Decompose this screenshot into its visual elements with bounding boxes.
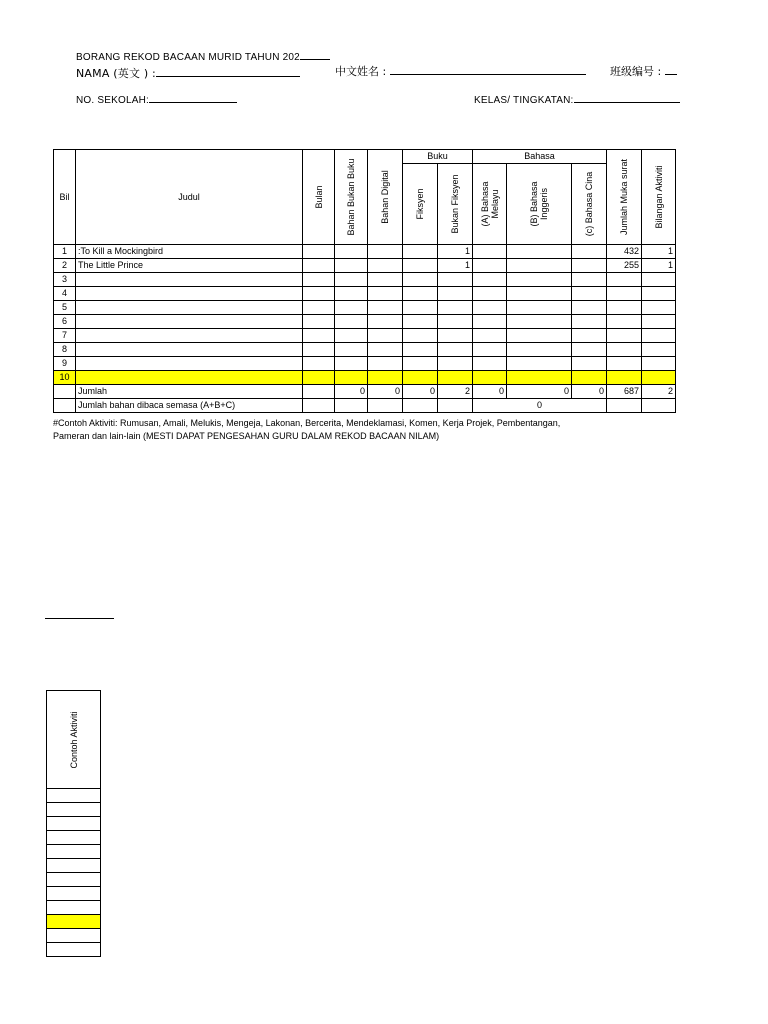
cell-bil[interactable]: 3 bbox=[54, 273, 76, 287]
total-current-blank-6 bbox=[607, 399, 642, 413]
cell-bulan[interactable] bbox=[303, 371, 335, 385]
cell-bahan-digital[interactable] bbox=[368, 245, 403, 259]
table-row bbox=[54, 315, 676, 329]
total-current-blank-1 bbox=[303, 399, 335, 413]
cell-muka-surat[interactable] bbox=[607, 287, 642, 301]
table-row bbox=[54, 259, 676, 273]
total-muka-surat: 687 bbox=[607, 385, 642, 399]
table-row bbox=[54, 371, 676, 385]
col-header-bil: Bil bbox=[54, 150, 76, 245]
cell-melayu[interactable] bbox=[473, 329, 507, 343]
cell-inggeris[interactable] bbox=[507, 259, 572, 273]
cell-aktiviti[interactable] bbox=[642, 371, 676, 385]
activity-example-cell[interactable] bbox=[47, 915, 101, 929]
activity-example-row bbox=[47, 817, 101, 831]
cell-bahan-digital[interactable] bbox=[368, 287, 403, 301]
cell-bukan-fiksyen[interactable] bbox=[438, 301, 473, 315]
cell-muka-surat[interactable] bbox=[607, 371, 642, 385]
col-header-bahan-bukan-buku: Bahan Bukan Buku bbox=[335, 150, 368, 245]
cell-bil[interactable]: 1 bbox=[54, 245, 76, 259]
activity-example-row bbox=[47, 915, 101, 929]
table-row bbox=[54, 245, 676, 259]
cell-cina[interactable] bbox=[572, 357, 607, 371]
cell-melayu[interactable] bbox=[473, 273, 507, 287]
cell-cina[interactable] bbox=[572, 343, 607, 357]
col-header-bahasa-inggeris: (B) Bahasa Inggeris bbox=[507, 164, 572, 245]
cell-melayu[interactable] bbox=[473, 357, 507, 371]
totals-bil bbox=[54, 385, 76, 399]
activity-note bbox=[53, 417, 560, 443]
form-title: BORANG REKOD BACAAN MURID TAHUN 202 bbox=[76, 52, 330, 63]
col-header-judul: Judul bbox=[76, 150, 303, 245]
total-aktiviti: 2 bbox=[642, 385, 676, 399]
cell-bukan-fiksyen[interactable]: 1 bbox=[438, 259, 473, 273]
cell-muka-surat[interactable] bbox=[607, 315, 642, 329]
table-row bbox=[54, 343, 676, 357]
cell-judul[interactable] bbox=[76, 273, 303, 287]
col-header-fiksyen: Fiksyen bbox=[403, 164, 438, 245]
total-current-blank-2 bbox=[335, 399, 368, 413]
school-number-field[interactable]: NO. SEKOLAH: bbox=[76, 95, 237, 106]
cell-bulan[interactable] bbox=[303, 329, 335, 343]
cell-inggeris[interactable] bbox=[507, 273, 572, 287]
cell-bahan-digital[interactable] bbox=[368, 371, 403, 385]
activity-example-cell[interactable] bbox=[47, 817, 101, 831]
activity-example-row bbox=[47, 803, 101, 817]
cell-bahan-bukan-buku[interactable] bbox=[335, 315, 368, 329]
total-current-blank-5 bbox=[438, 399, 473, 413]
totals-bulan bbox=[303, 385, 335, 399]
activity-example-table bbox=[46, 690, 101, 957]
col-header-bilangan-aktiviti: Bilangan Aktiviti bbox=[642, 150, 676, 245]
cell-bulan[interactable] bbox=[303, 259, 335, 273]
cell-aktiviti[interactable] bbox=[642, 329, 676, 343]
cell-bulan[interactable] bbox=[303, 343, 335, 357]
cell-muka-surat[interactable] bbox=[607, 301, 642, 315]
reading-record-table bbox=[53, 149, 676, 413]
cell-aktiviti[interactable]: 1 bbox=[642, 259, 676, 273]
cell-judul[interactable] bbox=[76, 357, 303, 371]
cell-judul[interactable] bbox=[76, 371, 303, 385]
cell-bulan[interactable] bbox=[303, 301, 335, 315]
total-fiksyen: 0 bbox=[403, 385, 438, 399]
cell-aktiviti[interactable] bbox=[642, 287, 676, 301]
cell-bahan-bukan-buku[interactable] bbox=[335, 343, 368, 357]
activity-example-row bbox=[47, 873, 101, 887]
total-current-blank-3 bbox=[368, 399, 403, 413]
cell-bil[interactable]: 10 bbox=[54, 371, 76, 385]
activity-example-row bbox=[47, 845, 101, 859]
cell-bil[interactable]: 9 bbox=[54, 357, 76, 371]
activity-example-cell[interactable] bbox=[47, 929, 101, 943]
cell-melayu[interactable] bbox=[473, 315, 507, 329]
cell-muka-surat[interactable] bbox=[607, 357, 642, 371]
activity-note-line-2: Pameran dan lain-lain (MESTI DAPAT PENGESAHAN GURU DALAM REKOD BACAAN NILAM) bbox=[53, 431, 440, 441]
total-current-label: Jumlah bahan dibaca semasa (A+B+C) bbox=[76, 399, 303, 413]
table-row bbox=[54, 287, 676, 301]
cell-bahan-digital[interactable] bbox=[368, 357, 403, 371]
totals-row bbox=[54, 385, 676, 399]
cell-cina[interactable] bbox=[572, 329, 607, 343]
class-number-field[interactable]: 班级编号 : bbox=[610, 63, 677, 79]
cell-judul[interactable] bbox=[76, 287, 303, 301]
cell-cina[interactable] bbox=[572, 245, 607, 259]
cell-bil[interactable]: 8 bbox=[54, 343, 76, 357]
total-bahan-digital: 0 bbox=[368, 385, 403, 399]
col-header-bahan-digital: Bahan Digital bbox=[368, 150, 403, 245]
activity-example-row bbox=[47, 901, 101, 915]
cell-bil[interactable]: 2 bbox=[54, 259, 76, 273]
total-current-value: 0 bbox=[473, 399, 607, 413]
cell-judul[interactable] bbox=[76, 315, 303, 329]
total-bukan-fiksyen: 2 bbox=[438, 385, 473, 399]
cell-bukan-fiksyen[interactable] bbox=[438, 357, 473, 371]
cell-muka-surat[interactable]: 255 bbox=[607, 259, 642, 273]
cell-bil[interactable]: 6 bbox=[54, 315, 76, 329]
divider-line bbox=[45, 618, 114, 619]
cell-judul[interactable] bbox=[76, 343, 303, 357]
activity-example-cell[interactable] bbox=[47, 803, 101, 817]
cell-bulan[interactable] bbox=[303, 315, 335, 329]
total-inggeris: 0 bbox=[507, 385, 572, 399]
cell-muka-surat[interactable]: 432 bbox=[607, 245, 642, 259]
cell-bukan-fiksyen[interactable] bbox=[438, 329, 473, 343]
cell-bahan-digital[interactable] bbox=[368, 301, 403, 315]
cell-inggeris[interactable] bbox=[507, 245, 572, 259]
cell-muka-surat[interactable] bbox=[607, 273, 642, 287]
cell-fiksyen[interactable] bbox=[403, 287, 438, 301]
cell-cina[interactable] bbox=[572, 315, 607, 329]
cell-inggeris[interactable] bbox=[507, 329, 572, 343]
cell-cina[interactable] bbox=[572, 259, 607, 273]
cell-bukan-fiksyen[interactable]: 1 bbox=[438, 245, 473, 259]
cell-bahan-bukan-buku[interactable] bbox=[335, 371, 368, 385]
table-row bbox=[54, 357, 676, 371]
activity-example-row bbox=[47, 929, 101, 943]
cell-judul[interactable]: :To Kill a Mockingbird bbox=[76, 245, 303, 259]
cell-bahan-digital[interactable] bbox=[368, 273, 403, 287]
cell-aktiviti[interactable] bbox=[642, 315, 676, 329]
col-header-bahasa-melayu: (A) Bahasa Melayu bbox=[473, 164, 507, 245]
cell-fiksyen[interactable] bbox=[403, 329, 438, 343]
cell-bahan-digital[interactable] bbox=[368, 329, 403, 343]
activity-example-cell[interactable] bbox=[47, 859, 101, 873]
name-field[interactable]: NAMA (英文 ) : bbox=[76, 65, 300, 81]
cell-muka-surat[interactable] bbox=[607, 329, 642, 343]
activity-example-row bbox=[47, 789, 101, 803]
cell-bil[interactable]: 4 bbox=[54, 287, 76, 301]
cell-inggeris[interactable] bbox=[507, 343, 572, 357]
totals-label: Jumlah bbox=[76, 385, 303, 399]
cell-bahan-bukan-buku[interactable] bbox=[335, 287, 368, 301]
table-row bbox=[54, 301, 676, 315]
cell-cina[interactable] bbox=[572, 287, 607, 301]
cell-muka-surat[interactable] bbox=[607, 343, 642, 357]
table-row bbox=[54, 329, 676, 343]
activity-example-row bbox=[47, 943, 101, 957]
cell-fiksyen[interactable] bbox=[403, 273, 438, 287]
cell-judul[interactable] bbox=[76, 329, 303, 343]
activity-example-cell[interactable] bbox=[47, 873, 101, 887]
activity-example-cell[interactable] bbox=[47, 845, 101, 859]
activity-note-line-1: #Contoh Aktiviti: Rumusan, Amali, Melukis, Mengeja, Lakonan, Bercerita, Mendeklamasi, Komen, Kerja Projek, Pembentangan, bbox=[53, 418, 561, 428]
cell-aktiviti[interactable] bbox=[642, 301, 676, 315]
activity-example-cell[interactable] bbox=[47, 789, 101, 803]
cell-bil[interactable]: 5 bbox=[54, 301, 76, 315]
total-current-blank-7 bbox=[642, 399, 676, 413]
cell-bahan-bukan-buku[interactable] bbox=[335, 245, 368, 259]
cell-melayu[interactable] bbox=[473, 287, 507, 301]
cell-melayu[interactable] bbox=[473, 343, 507, 357]
cell-fiksyen[interactable] bbox=[403, 371, 438, 385]
cell-bahan-digital[interactable] bbox=[368, 343, 403, 357]
cell-aktiviti[interactable] bbox=[642, 343, 676, 357]
cell-inggeris[interactable] bbox=[507, 301, 572, 315]
cell-judul[interactable] bbox=[76, 301, 303, 315]
cell-bulan[interactable] bbox=[303, 357, 335, 371]
col-header-bahasa-cina: (c) Bahasa Cina bbox=[572, 164, 607, 245]
activity-example-cell[interactable] bbox=[47, 943, 101, 957]
cell-fiksyen[interactable] bbox=[403, 301, 438, 315]
group-header-bahasa: Bahasa bbox=[473, 150, 607, 164]
cell-inggeris[interactable] bbox=[507, 287, 572, 301]
cell-cina[interactable] bbox=[572, 301, 607, 315]
cell-cina[interactable] bbox=[572, 273, 607, 287]
cell-bahan-digital[interactable] bbox=[368, 315, 403, 329]
cell-bukan-fiksyen[interactable] bbox=[438, 343, 473, 357]
cell-melayu[interactable] bbox=[473, 245, 507, 259]
cell-bahan-bukan-buku[interactable] bbox=[335, 301, 368, 315]
cell-melayu[interactable] bbox=[473, 259, 507, 273]
activity-example-row bbox=[47, 887, 101, 901]
group-header-buku: Buku bbox=[403, 150, 473, 164]
cell-bulan[interactable] bbox=[303, 245, 335, 259]
cell-fiksyen[interactable] bbox=[403, 315, 438, 329]
activity-example-cell[interactable] bbox=[47, 901, 101, 915]
col-header-bulan: Bulan bbox=[303, 150, 335, 245]
cell-bahan-bukan-buku[interactable] bbox=[335, 273, 368, 287]
cell-bukan-fiksyen[interactable] bbox=[438, 371, 473, 385]
total-melayu: 0 bbox=[473, 385, 507, 399]
total-cina: 0 bbox=[572, 385, 607, 399]
cell-bil[interactable]: 7 bbox=[54, 329, 76, 343]
cell-melayu[interactable] bbox=[473, 371, 507, 385]
cell-cina[interactable] bbox=[572, 371, 607, 385]
cell-bulan[interactable] bbox=[303, 273, 335, 287]
cell-fiksyen[interactable] bbox=[403, 259, 438, 273]
cell-judul[interactable]: The Little Prince bbox=[76, 259, 303, 273]
cell-bukan-fiksyen[interactable] bbox=[438, 273, 473, 287]
cell-fiksyen[interactable] bbox=[403, 357, 438, 371]
cell-bahan-bukan-buku[interactable] bbox=[335, 259, 368, 273]
cell-bahan-digital[interactable] bbox=[368, 259, 403, 273]
cell-bulan[interactable] bbox=[303, 287, 335, 301]
activity-example-cell[interactable] bbox=[47, 831, 101, 845]
table-row bbox=[54, 273, 676, 287]
total-current-bil bbox=[54, 399, 76, 413]
class-level-field[interactable]: KELAS/ TINGKATAN: bbox=[474, 95, 680, 106]
col-header-bukan-fiksyen: Bukan Fiksyen bbox=[438, 164, 473, 245]
cell-fiksyen[interactable] bbox=[403, 343, 438, 357]
cell-bahan-bukan-buku[interactable] bbox=[335, 357, 368, 371]
cell-bahan-bukan-buku[interactable] bbox=[335, 329, 368, 343]
activity-example-row bbox=[47, 831, 101, 845]
total-bahan-bukan-buku: 0 bbox=[335, 385, 368, 399]
cell-inggeris[interactable] bbox=[507, 357, 572, 371]
cell-aktiviti[interactable]: 1 bbox=[642, 245, 676, 259]
cell-inggeris[interactable] bbox=[507, 371, 572, 385]
cell-aktiviti[interactable] bbox=[642, 273, 676, 287]
cell-aktiviti[interactable] bbox=[642, 357, 676, 371]
total-current-row bbox=[54, 399, 676, 413]
activity-example-header: Contoh Aktiviti bbox=[47, 691, 101, 789]
total-current-blank-4 bbox=[403, 399, 438, 413]
cell-fiksyen[interactable] bbox=[403, 245, 438, 259]
col-header-jumlah-muka-surat: Jumlah Muka surat bbox=[607, 150, 642, 245]
cell-bukan-fiksyen[interactable] bbox=[438, 315, 473, 329]
cell-bukan-fiksyen[interactable] bbox=[438, 287, 473, 301]
activity-example-row bbox=[47, 859, 101, 873]
cell-melayu[interactable] bbox=[473, 301, 507, 315]
chinese-name-field[interactable]: 中文姓名 : bbox=[335, 63, 586, 79]
activity-example-cell[interactable] bbox=[47, 887, 101, 901]
cell-inggeris[interactable] bbox=[507, 315, 572, 329]
